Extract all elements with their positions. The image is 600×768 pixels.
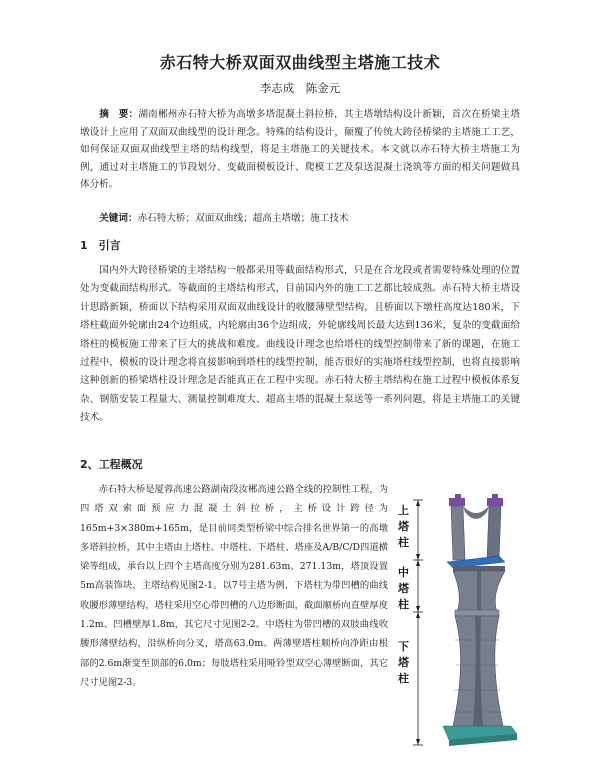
keywords-text: 赤石特大桥；双面双曲线；超高主塔墩；施工技术 xyxy=(137,213,349,224)
keywords-label: 关键词： xyxy=(99,213,138,224)
label-lower-tower-3: 柱 xyxy=(398,672,409,685)
tower-structure-figure xyxy=(393,490,523,752)
label-upper-tower-2: 塔 xyxy=(398,520,409,533)
label-lower-tower: 下 xyxy=(398,640,409,653)
section-2-text: 赤石特大桥是厦蓉高速公路湖南段汝郴高速公路全线的控制性工程，为四塔双索面预应力混凝土斜拉桥，主桥设计跨径为165m+3×380m+165m，是目前同类型桥梁中综合排名世界第一的高墩多塔斜拉桥，其中主塔由上塔柱、中塔柱、下塔柱、塔座及A/B/C/D四道横梁等组成，承台以上四个主塔高度分别为281.63m、271.13m，塔顶设置5m高装饰块，主塔结构见图2-1。以7号主塔为例，下塔柱为带凹槽的曲线收腰形薄壁结构，塔柱采用空心带凹槽的八边形断面，截面顺桥向直壁厚度1.2m、凹槽壁厚1.8m，其它尺寸见图2-2。中塔柱为带凹槽的双肢曲线收腰形薄壁结构，沿纵桥向分叉，塔高63.0m。两薄壁塔柱顺桥向净距由根部的2.6m渐变至顶部的6.0m；每肢塔柱采用哑铃型双空心薄壁断面，其它尺寸见图2-3。 xyxy=(80,484,388,688)
keywords xyxy=(80,210,520,224)
label-lower-tower-2: 塔 xyxy=(398,656,409,669)
label-middle-tower-3: 柱 xyxy=(398,598,409,611)
label-middle-tower: 中 xyxy=(398,566,409,579)
label-middle-tower-2: 塔 xyxy=(398,582,409,595)
dimension-line xyxy=(413,500,423,745)
tower-body xyxy=(443,494,517,746)
authors: 李志成 陈金元 xyxy=(259,81,341,95)
section-1-heading: 1 引言 xyxy=(80,239,121,252)
figure-labels xyxy=(397,503,410,685)
label-upper-tower-3: 柱 xyxy=(398,536,409,549)
section-1-text: 国内外大跨径桥梁的主塔结构一般都采用等截面结构形式，只是在合龙段或者需要特殊处理的位置处为变截面结构形式。等截面的主塔结构形式，目前国内外的施工工艺都比较成熟。赤石特大桥主塔设计思路新颖，桥面以下结构采用双面双曲线设计的收腰薄壁型结构，且桥面以下墩柱高度达180米，下塔柱截面外轮廓由24个边组成，内轮廓由36个边组成，外轮廓线周长最大达到136米，复杂的变截面给塔柱的模板施工带来了巨大的挑战和难度。曲线设计理念也给塔柱的线型控制带来了新的课题，在施工过程中，模板的设计理念将直接影响到塔柱的线型控制，能否很好的实施塔柱线型控制，也将直接影响这种创新的桥梁塔柱设计理念是否能真正在工程中实现。赤石特大桥主塔结构在施工过程中模板体系复杂、钢筋安装工程量大、测量控制难度大、超高主塔的混凝土泵送等一系列问题，将是主塔施工的关键技术。 xyxy=(80,265,520,424)
paper-title: 赤石特大桥双面双曲线型主塔施工技术 xyxy=(159,53,441,72)
section-2-heading: 2、工程概况 xyxy=(80,458,143,471)
abstract xyxy=(80,106,520,194)
abstract-text: 湖南郴州赤石特大桥为高墩多塔混凝土斜拉桥，其主塔墩结构设计新颖，首次在桥梁主塔墩设计上应用了双面双曲线型的设计理念。特殊的结构设计，颠覆了传统大跨径桥梁的主塔施工工艺，如何保证双面双曲线型主塔的结构线型，将是主塔施工的关键技术。本文就以赤石特大桥主塔施工为例，通过对主塔施工的节段划分、变截面模板设计、爬模工艺及泵送混凝土浇筑等方面的相关问题做具体分析。 xyxy=(80,109,521,190)
abstract-label: 摘 要： xyxy=(99,109,139,120)
label-upper-tower: 上 xyxy=(398,504,409,517)
